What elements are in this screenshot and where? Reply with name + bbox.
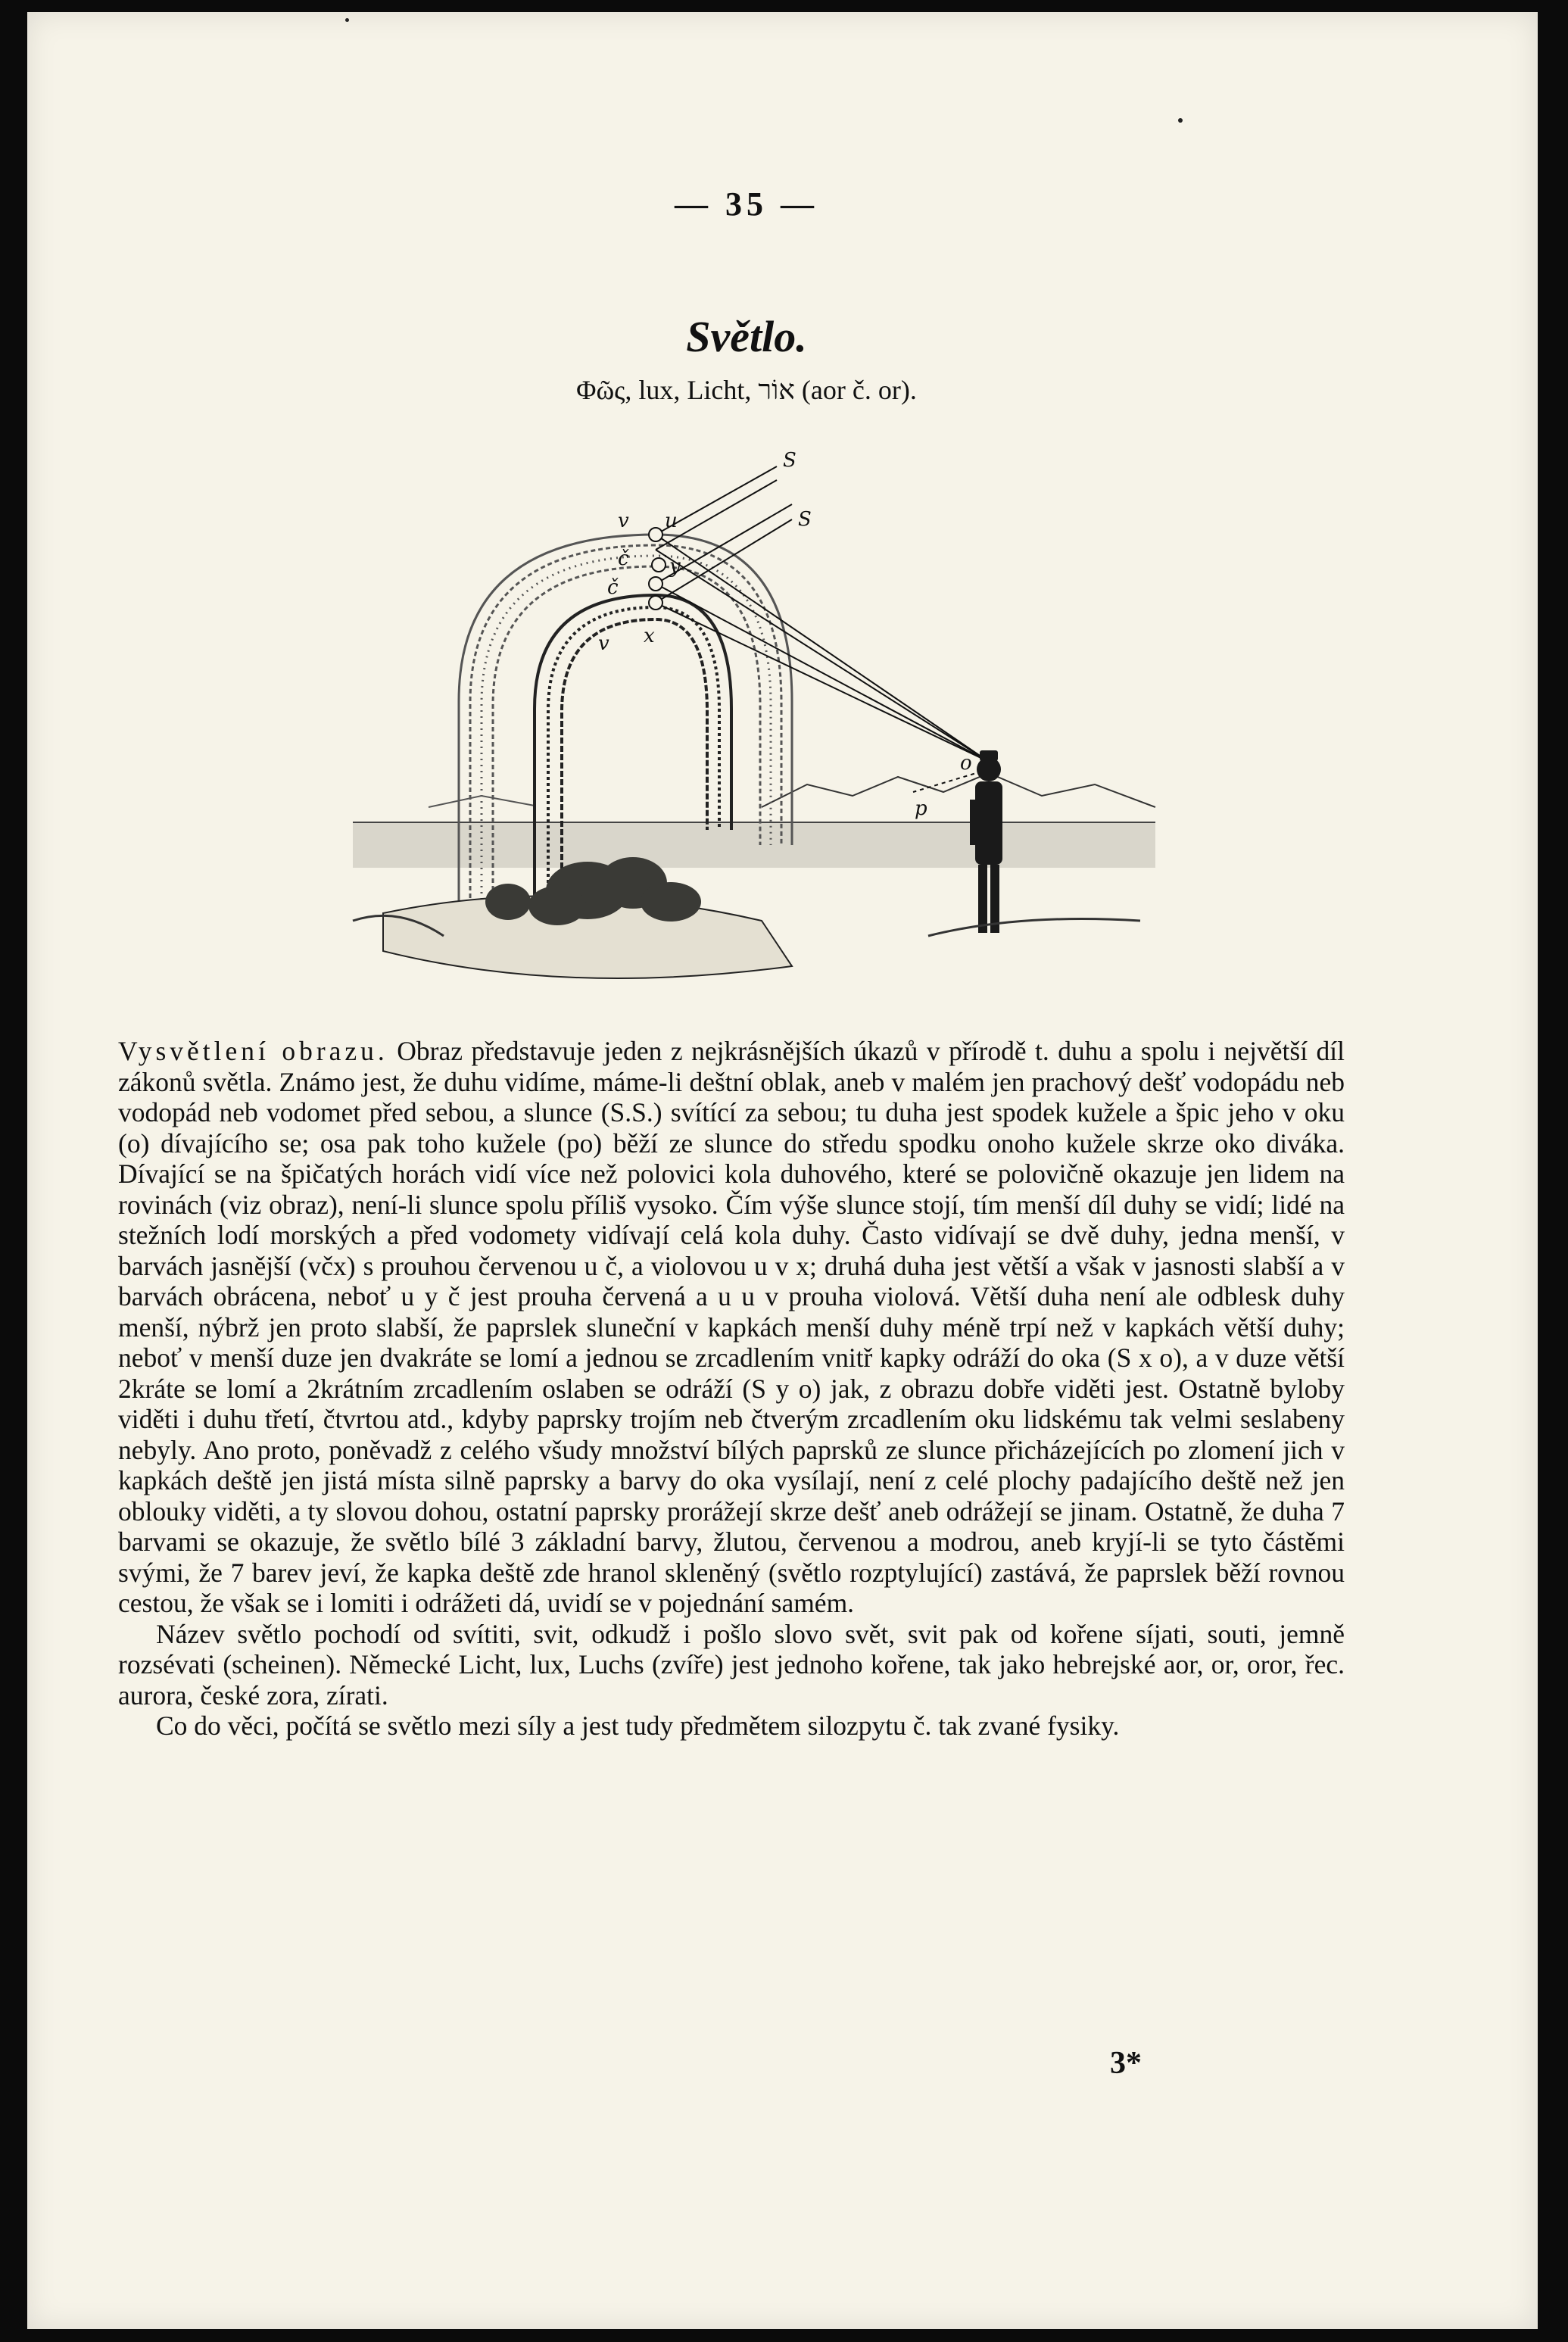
lake-water xyxy=(353,822,1155,868)
paragraph-text: Co do věci, počítá se světlo mezi síly a jest tudy předmětem silozpytu č. tak zvané fysiky. xyxy=(156,1711,1120,1741)
paragraph-lead: Vysvětlení obrazu. xyxy=(118,1036,388,1066)
body-text xyxy=(118,1036,1345,1742)
figure-label-s1: S xyxy=(783,451,796,472)
figure-label-y: y xyxy=(669,555,681,578)
paragraph-etymology xyxy=(118,1619,1345,1711)
paragraph-text: Název světlo pochodí od svítiti, svit, odkudž i pošlo slovo svět, svit pak od kořene síjati, souti, jemně rozsévati (scheinen). Německé Licht, lux, Luchs (zvíře) jest jednoho kořene, tak jako hebrejské aor, or, oror, řec. aurora, české zora, zírati. xyxy=(118,1618,1345,1711)
rainbow-illustration xyxy=(338,451,1171,1004)
paragraph-explanation xyxy=(118,1036,1345,1619)
signature-mark: 3* xyxy=(1110,2046,1142,2081)
figure-label-c1: č xyxy=(618,547,629,570)
figure-label-v-bottom: v xyxy=(598,632,609,655)
page-number: — 35 — xyxy=(675,186,818,223)
book-page xyxy=(27,12,1538,2329)
title-subtitle: Φῶς, lux, Licht, אוֹר (aor č. or). xyxy=(576,375,917,405)
figure-label-u: u xyxy=(665,510,678,532)
figure-label-p: p xyxy=(915,797,927,820)
figure-label-c2: č xyxy=(607,576,619,599)
paragraph-text: Obraz představuje jeden z nejkrásnějších úkazů v přírodě t. duhu a spolu i největší díl zákonů světla. Známo jest, že duhu vidíme, máme-li deštní oblak, aneb v malém jen prachový dešť vodopádu neb vodopád neb vodomet před sebou, a slunce (S.S.) svítící za sebou; tu duha jest spodek kužele a špic jeho v oku (o) dívajícího se; osa pak toho kužele (po) běží ze slunce do středu spodku onoho kužele skrze oko diváka. Dívající se na špičatých horách vidí více než polovici kola duhového, které se polovičně okazuje jen lidem na rovinách (viz obraz), není-li slunce spolu příliš vysoko. Čím výše slunce stojí, tím menší díl duhy se vidí; lidé na stežních lodí morských a před vodomety vidívají celá kola duhy. Často vidívají se dvě duhy, jedna menší, v barvách jasnější (včx) s prouhou červenou u č, a violovou u v x; druhá duha jest větší a však v jasnosti slabší a v barvách obrácena, neboť u y č jest prouha červená a u u v prouha violová. Větší duha není ale odblesk duhy menší, nýbrž jen proto slabší, že paprslek sluneční v kapkách menší duhy méně trpí než v kapkách větší duhy; neboť v menší duze jen dvakráte se lomí a jednou se zrcadlením vnitř kapky odráží do oka (S x o), a v duze větší 2kráte se lomí a 2krátním zrcadlením oslaben se odráží (S y o) jak, z obrazu dobře viděti jest. Ostatně byloby viděti i duhu třetí, čtvrtou atd., kdyby paprsky trojím neb čtverým zrcadlením oku lidskému tak velmi seslabeny nebyly. Ano proto, poněvadž z celého všudy množství bílých paprsků ze slunce přicházejících po zlomení jich v kapkách deště jen jistá místa silně paprsky a barvy do oka vysílají, není z celé plochy padajícího deště než jen oblouky viděti, a ty slovou dohou, ostatní paprsky prorážejí skrze dešť aneb odrážejí se jinam. Ostatně, že duha 7 barvami se okazuje, že světlo bílé 3 základní barvy, žlutou, červenou a modrou, aneb kryjí-li se tyto částěmi svými, že 7 barev jeví, že kapka deště zde hranol skleněný (světlo rozptylující) zastává, že paprslek běží rovnou cestou, že však se i lomiti i odrážeti dá, uvidí se v pojednání samém. xyxy=(118,1036,1345,1618)
page-title: Světlo. xyxy=(686,312,807,361)
figure-label-v-top: v xyxy=(618,510,629,532)
figure-label-s2: S xyxy=(798,508,812,531)
figure-label-x: x xyxy=(644,625,655,647)
observer-figure xyxy=(970,750,1002,933)
sun-rays xyxy=(656,466,989,792)
figure-label-o: o xyxy=(960,752,972,775)
paragraph-physics xyxy=(118,1711,1345,1742)
